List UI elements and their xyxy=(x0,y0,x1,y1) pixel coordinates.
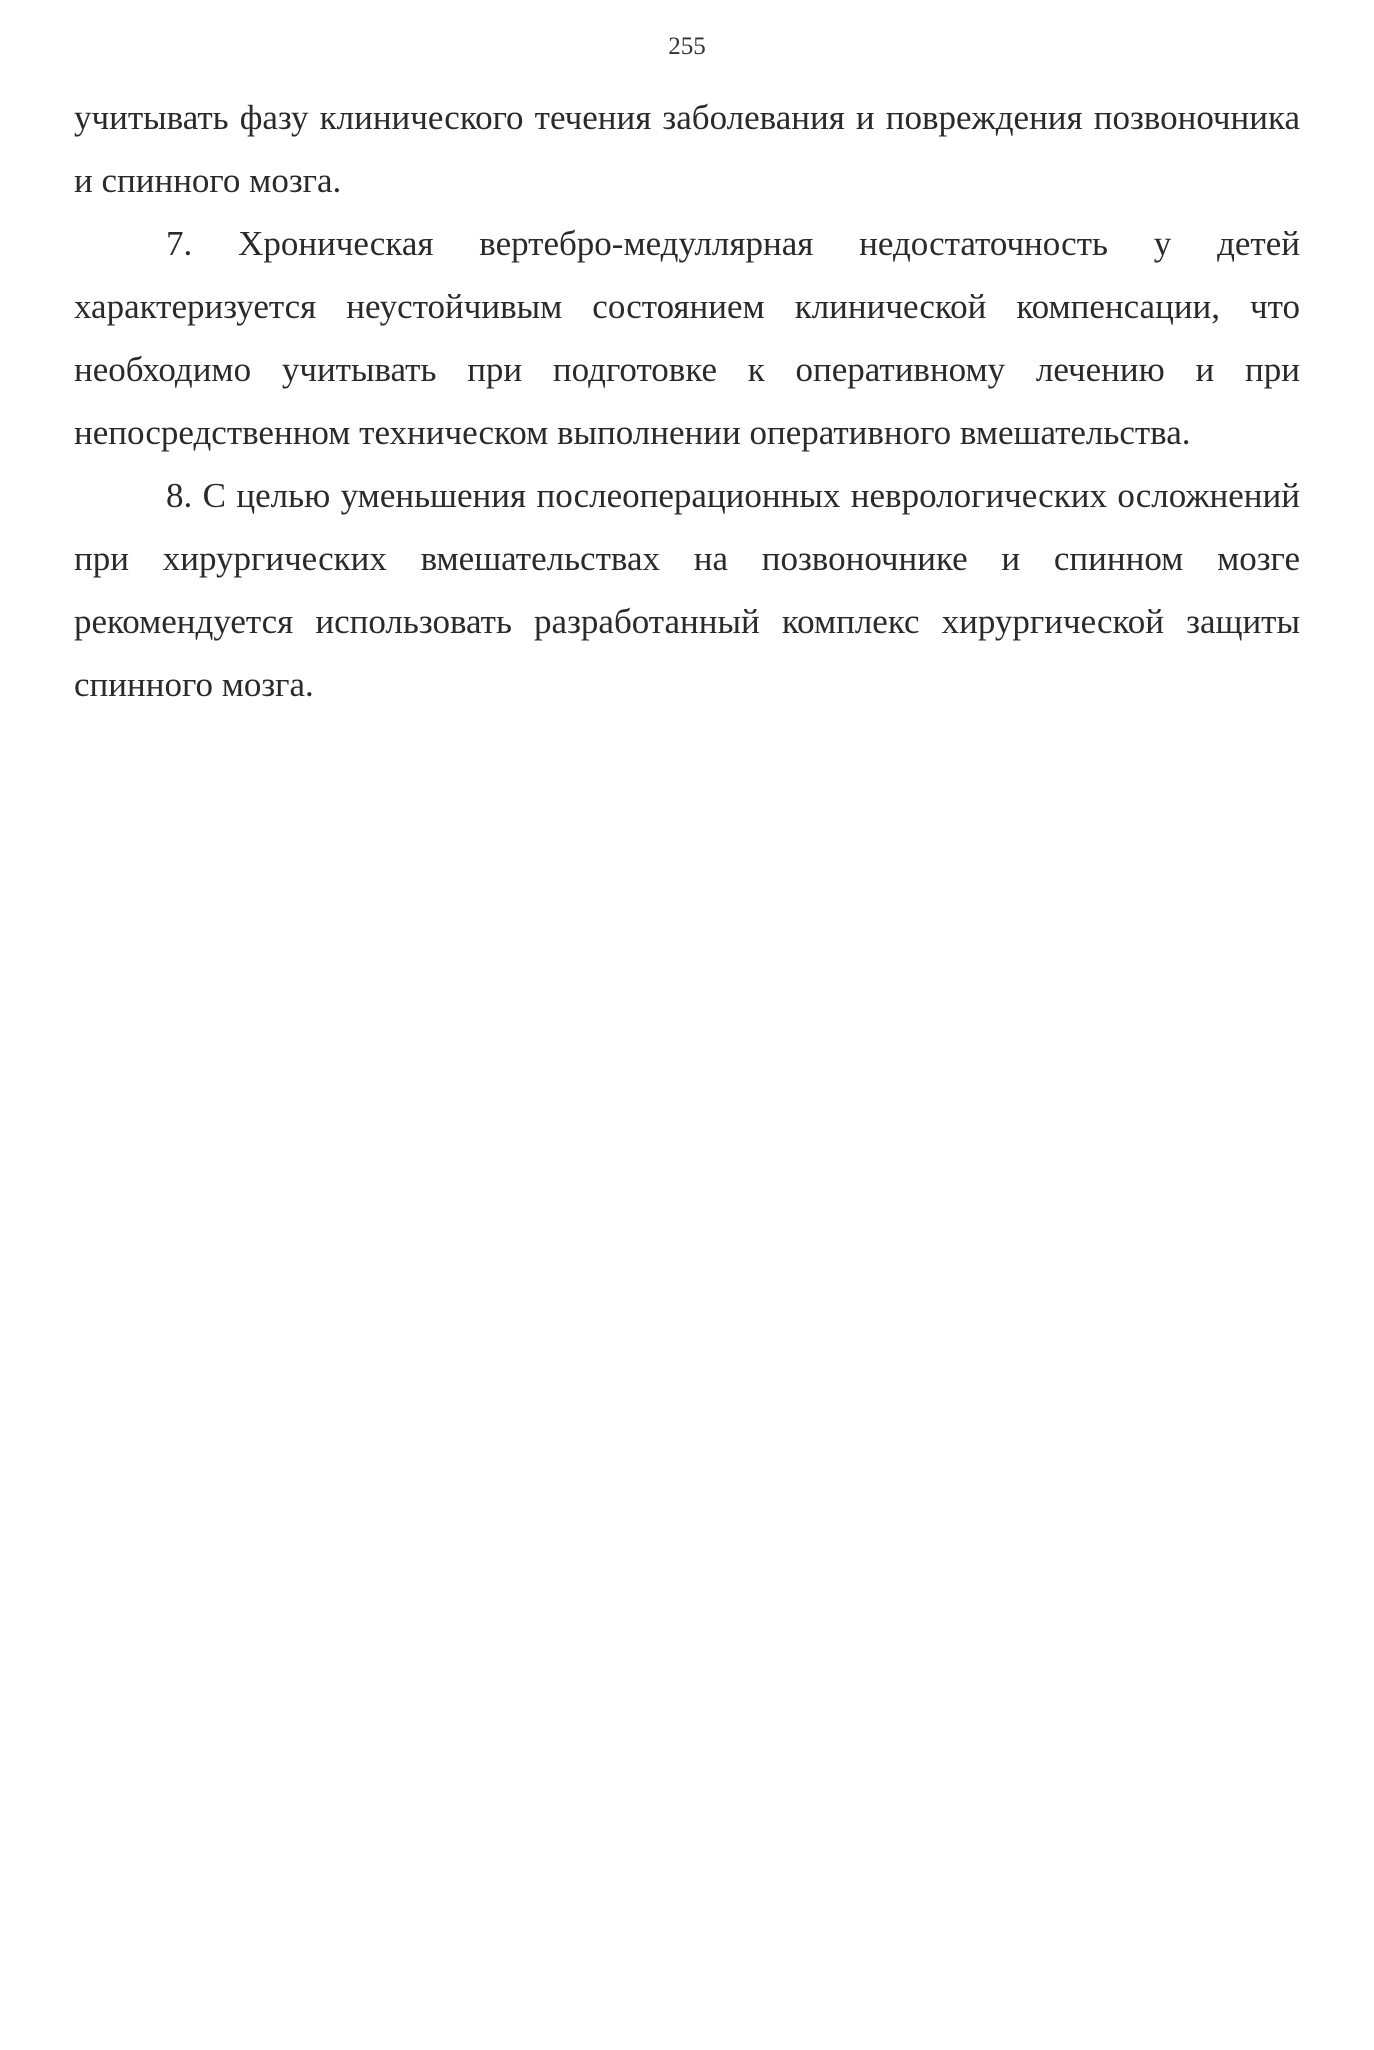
page-number: 255 xyxy=(668,33,706,60)
document-body xyxy=(74,86,1300,716)
paragraph-continuation: учитывать фазу клинического течения заболевания и повреждения позвоночника и спинного мозга. xyxy=(74,98,1300,200)
paragraph-item-7: 7. Хроническая вертебро-медуллярная недостаточность у детей характеризуется неустойчивым состоянием клинической компенсации, что необходимо учитывать при подготовке к оперативному лечению и при непосредственном техническом выполнении оперативного вмешательства. xyxy=(74,224,1300,452)
paragraph-item-8: 8. С целью уменьшения послеоперационных неврологических осложнений при хирургических вмешательствах на позвоночнике и спинном мозге рекомендуется использовать разработанный комплекс хирургической защиты спинного мозга. xyxy=(74,476,1300,704)
